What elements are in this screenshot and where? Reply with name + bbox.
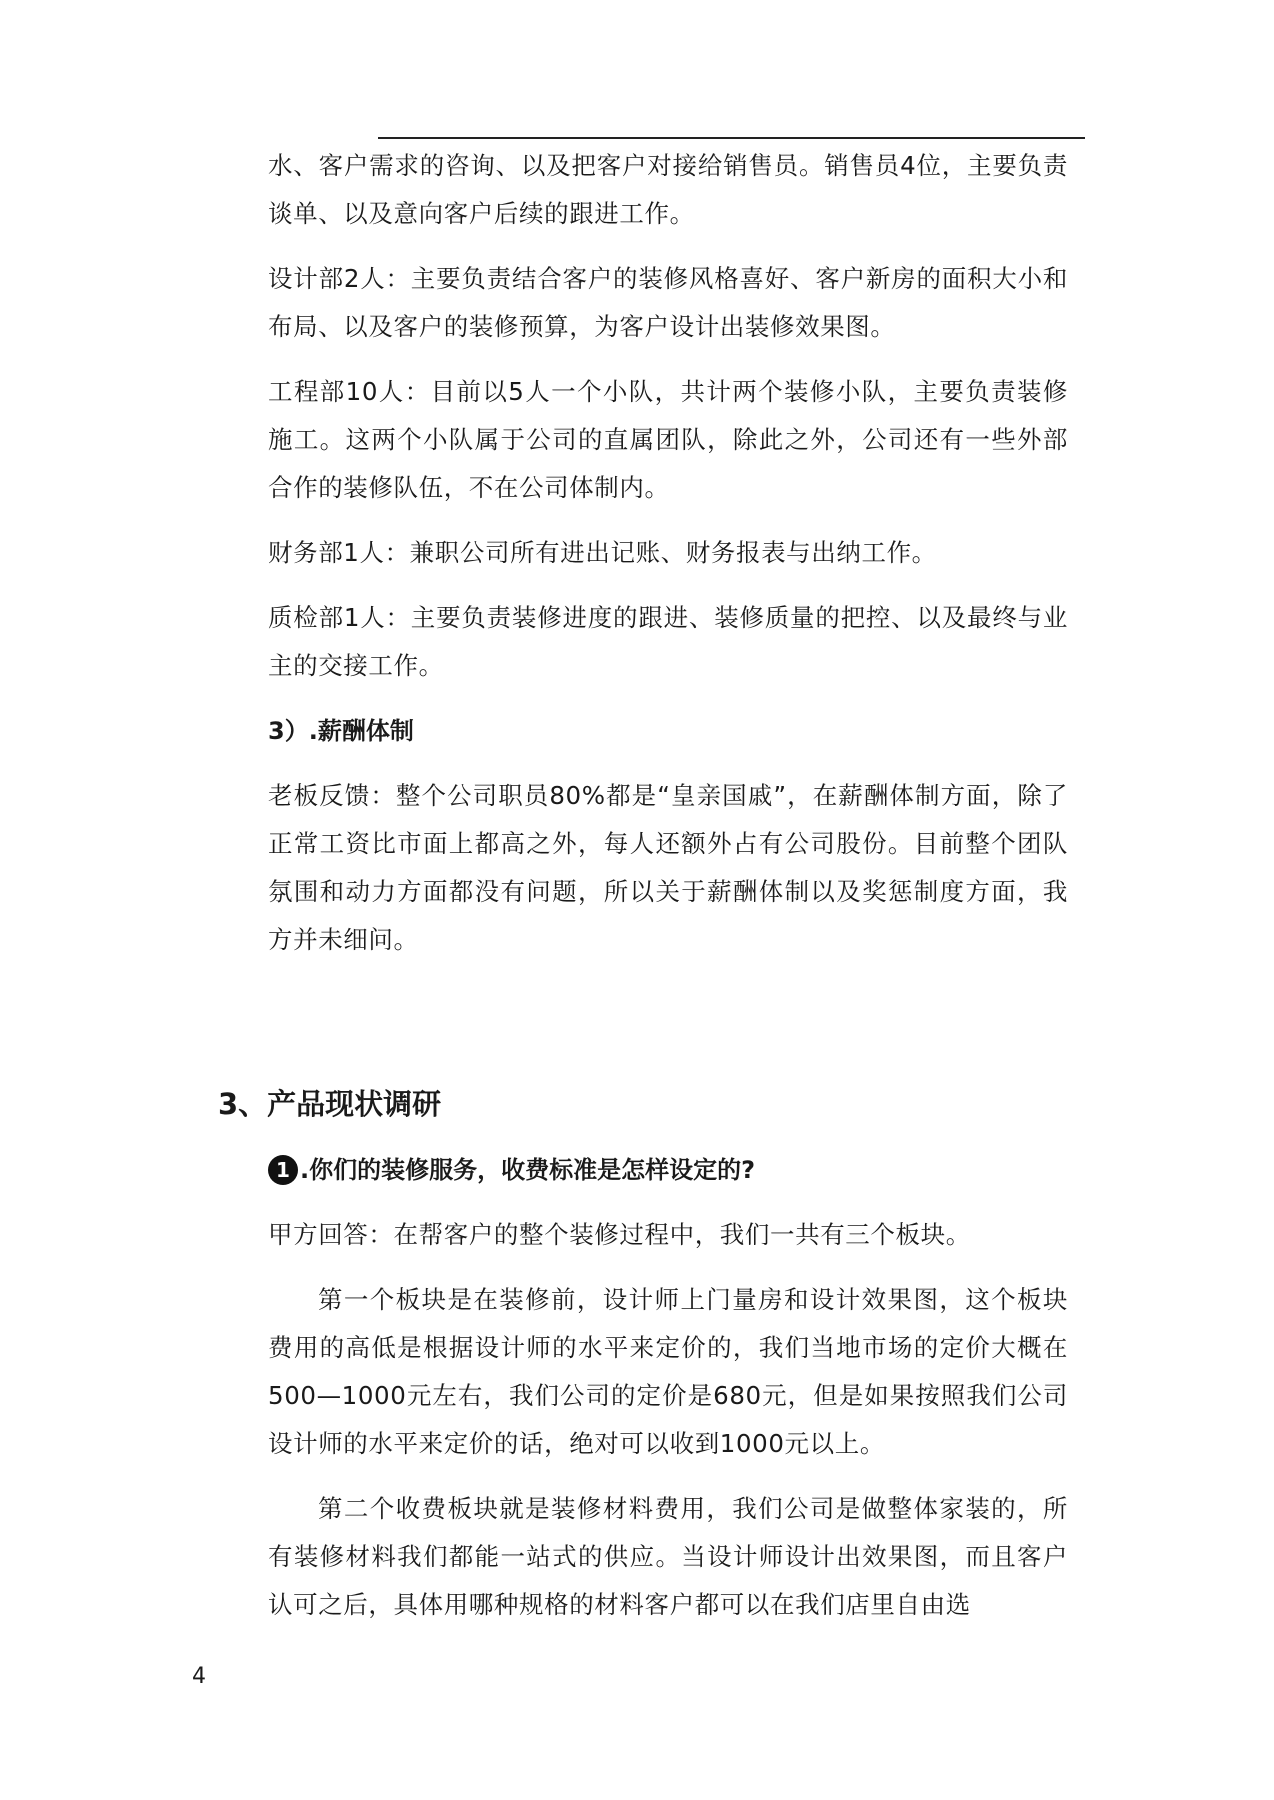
header-rule — [378, 137, 1085, 139]
number-badge-icon: 1 — [268, 1155, 298, 1185]
answer-intro: 甲方回答：在帮客户的整个装修过程中，我们一共有三个板块。 — [268, 1220, 971, 1249]
question-text: .你们的装修服务，收费标准是怎样设定的? — [300, 1156, 756, 1184]
answer-block-1: 第一个板块是在装修前，设计师上门量房和设计效果图，这个板块费用的高低是根据设计师的水平来定价的，我们当地市场的定价大概在500—1000元左右，我们公司的定价是680元，但是如果按照我们公司设计师的水平来定价的话，绝对可以收到1000元以上。 — [268, 1285, 1068, 1458]
page-number: 4 — [192, 1664, 206, 1689]
paragraph-engineering-dept: 工程部10人：目前以5人一个小队，共计两个装修小队，主要负责装修施工。这两个小队属于公司的直属团队，除此之外，公司还有一些外部合作的装修队伍，不在公司体制内。 — [268, 377, 1068, 502]
body-bottom — [268, 1146, 1068, 1646]
section-title: 3、产品现状调研 — [218, 1087, 442, 1121]
paragraph-design-dept: 设计部2人：主要负责结合客户的装修风格喜好、客户新房的面积大小和布局、以及客户的装修预算，为客户设计出装修效果图。 — [268, 264, 1068, 341]
paragraph-sales: 水、客户需求的咨询、以及把客户对接给销售员。销售员4位，主要负责谈单、以及意向客户后续的跟进工作。 — [268, 151, 1068, 228]
question-heading — [268, 1146, 1068, 1194]
answer-block-2: 第二个收费板块就是装修材料费用，我们公司是做整体家装的，所有装修材料我们都能一站式的供应。当设计师设计出效果图，而且客户认可之后，具体用哪种规格的材料客户都可以在我们店里自由选 — [268, 1494, 1068, 1619]
subheading-salary: 3）.薪酬体制 — [268, 717, 414, 745]
paragraph-salary: 老板反馈：整个公司职员80%都是“皇亲国戚”，在薪酬体制方面，除了正常工资比市面上都高之外，每人还额外占有公司股份。目前整个团队氛围和动力方面都没有问题，所以关于薪酬体制以及奖惩制度方面，我方并未细问。 — [268, 781, 1068, 954]
body-top — [268, 142, 1068, 981]
paragraph-qc-dept: 质检部1人：主要负责装修进度的跟进、装修质量的把控、以及最终与业主的交接工作。 — [268, 603, 1068, 680]
paragraph-finance-dept: 财务部1人：兼职公司所有进出记账、财务报表与出纳工作。 — [268, 538, 937, 567]
